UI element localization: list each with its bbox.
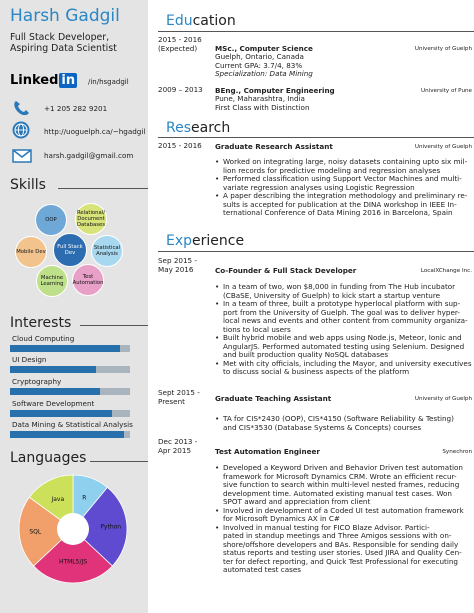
bullet-line: • TA for CIS*2430 (OOP), CIS*4150 (Software Reliability & Testing) [215,415,454,424]
education-org: University of Pune [421,88,472,94]
bullet-line: AngularJS. Performed automated testing using Selenium. Designed [223,341,465,351]
bullet-line: • Built hybrid mobile and web apps using Node.js, Meteor, Ionic and [215,334,472,343]
skills-divider [58,188,148,189]
interest-bar-fill [10,345,120,352]
research-title: Graduate Research Assistant [215,142,333,151]
pie-label: HTML5/JS [58,558,88,566]
skill-circle-full-stack: Full Stack Dev [53,233,87,267]
experience-heading-accent: Exp [166,233,193,249]
skill-circle-databases: Relational/ Document Databases [75,203,107,235]
experience-date [158,257,197,274]
education-heading [166,13,236,29]
skill-circle-test-automation: Test Automation [72,264,104,296]
bullet-line: • In a team of two, won $8,000 in funding from The Hub incubator [215,283,472,292]
experience-date-line: Sept 2015 - [158,388,200,397]
education-details [215,95,310,112]
skills-diagram [12,200,142,304]
interest-label: Data Mining & Statistical Analysis [12,420,133,429]
interest-bar-fill [10,410,112,417]
interest-label: UI Design [12,355,47,364]
education-detail-line: Guelph, Ontario, Canada [215,52,304,61]
email-address[interactable]: harsh.gadgil@gmail.com [44,151,134,160]
experience-heading [166,233,244,249]
job-title [10,32,144,54]
experience-date [158,438,197,455]
education-divider [158,31,474,32]
experience-title: Graduate Teaching Assistant [215,394,332,403]
bullet-line: ter for defect reporting, and Quick Test Professional for executing [223,556,458,566]
research-divider [158,137,474,138]
education-details [215,53,313,79]
bullet-line: local news and events and other content from community organiza- [223,316,468,325]
experience-heading-rest: erience [192,233,245,249]
research-org: University of Guelph [414,144,472,150]
bullet-line: shore/offshore developers and BAs. Responsible for sending daily [223,539,459,549]
experience-date-line: May 2016 [158,264,194,274]
main-content [148,0,474,613]
research-date: 2015 - 2016 [158,141,202,150]
bullet-line: • Worked on integrating large, noisy datasets containing upto six mil- [215,158,467,167]
experience-org: University of Guelph [414,396,472,402]
bullet-line: automated test cases [223,565,302,574]
education-date-line: (Expected) [158,43,198,53]
experience-org: Synechron [442,449,472,455]
interests-divider [80,325,148,326]
bullet-line: sive function to search within multi-level nested frames, reducing [223,480,460,489]
skill-circle-machine-learning: Machine Learning [36,265,68,297]
linkedin-logo-in: in [61,73,76,88]
website-link[interactable]: http://uoguelph.ca/~hgadgil [44,127,146,136]
experience-date [158,389,200,406]
languages-divider [90,461,148,462]
experience-bullets [215,283,472,377]
experience-org: LocalXChange Inc. [420,268,472,274]
interest-bar-fill [10,431,124,438]
interest-bar [10,410,130,417]
bullet-line: • Involved in development of a Coded UI test automation framework [215,507,464,516]
experience-date-line: Dec 2013 - [158,437,198,446]
experience-bullets [215,415,454,432]
pie-center-hole [57,513,89,545]
education-date: 2009 – 2013 [158,85,203,94]
bullet-line: status reports and testing user stories. Used JIRA and Quality Cen- [223,548,462,557]
languages-pie-chart [17,473,129,585]
interest-label: Software Development [12,399,95,408]
pie-label: Python [100,523,122,531]
full-name: Harsh Gadgil [10,6,120,26]
experience-date-line: Sep 2015 - [158,256,198,265]
bullet-line: and built production quality NoSQL databases [223,350,389,359]
bullet-line: • A paper describing the integration methodology and preliminary re- [215,192,467,201]
linkedin-logo-icon [10,73,77,88]
globe-icon [12,121,32,137]
bullet-line: • Involved in manual testing for FICO Blaze Advisor. Partici- [215,524,464,533]
skill-circle-statistics: Statistical Analysis [91,235,123,267]
interest-bar [10,388,130,395]
experience-title: Test Automation Engineer [215,447,320,456]
bullet-line: • Performed classification using Support Vector Machines and multi- [215,175,467,184]
skills-heading: Skills [10,177,46,193]
experience-date-line: Apr 2015 [158,445,192,455]
pie-label: SQL [29,528,42,536]
bullet-line: tions to local users [223,324,291,334]
interests-heading: Interests [10,315,72,331]
interest-label: Cloud Computing [12,334,75,343]
bullet-line: port from the University of Guelph. The goal was to deliver hyper- [223,307,460,317]
skill-circle-mobile-dev: Mobile Dev [15,236,47,268]
linkedin-logo-text: Linked [10,73,59,88]
interest-bar-fill [10,366,96,373]
skill-circle-oop: OOP [35,204,67,236]
interest-bar-fill [10,388,100,395]
pie-label: Java [51,496,65,504]
bullet-line: • Met with city officials, including the Mayor, and university executives [215,360,472,369]
research-heading [166,120,230,136]
bullet-line: pated in standup meetings and Three Amigos sessions with on- [223,531,452,540]
sidebar [0,0,148,613]
experience-bullets [215,464,464,575]
bullet-line: and CIS*3530 (Database Systems & Concepts) courses [223,422,422,432]
bullet-line: SPOT award and appreciation from client [223,497,371,506]
job-title-line-1: Full Stack Developer, [10,32,110,43]
experience-date-line: Present [158,396,185,406]
job-title-line-2: Aspiring Data Scientist [10,43,117,54]
education-detail-line: Pune, Maharashtra, India [215,94,305,103]
bullet-line: framework for Microsoft Dynamics CRM. Wrote an efficient recur- [223,471,457,481]
bullet-line: (CBaSE, University of Guelph) to kick start a startup venture [223,290,441,300]
education-heading-rest: cation [192,13,236,29]
education-org: University of Guelph [414,46,472,52]
bullet-line: sults is accepted for publication at the DINA workshop in IEEE In- [223,199,457,209]
experience-divider [158,251,474,252]
experience-title: Co-Founder & Full Stack Developer [215,266,357,275]
education-specialization: Specialization: Data Mining [215,69,313,78]
research-bullets [215,158,467,218]
languages-heading: Languages [10,450,87,466]
phone-icon [12,100,32,116]
education-detail-line: Current GPA: 3.7/4, 83% [215,60,303,70]
interest-bar [10,345,130,352]
research-heading-rest: earch [191,120,231,136]
bullet-line: • Developed a Keyword Driven and Behavior Driven test automation [215,464,464,473]
bullet-line: variate regression analyses using Logistic Regression [223,182,415,192]
bullet-line: for Microsoft Dynamics AX in C# [223,514,340,523]
education-detail-line: First Class with Distinction [215,102,310,112]
education-date-line: 2015 - 2016 [158,35,202,44]
interest-label: Cryptography [12,377,62,386]
bullet-line: lion records for predictive modeling and regression analyses [223,165,441,175]
interest-bar [10,431,130,438]
education-title: MSc., Computer Science [215,44,313,53]
bullet-line: ternational Conference of Data Mining 2016 in Barcelona, Spain [223,208,453,217]
bullet-line: • In a team of three, built a prototype hyperlocal platform with sup- [215,300,472,309]
linkedin-handle[interactable]: /in/hsgadgil [88,78,129,86]
education-title: BEng., Computer Engineering [215,86,335,95]
education-heading-accent: Edu [166,13,193,29]
email-icon [12,148,32,164]
pie-label: R [82,494,87,502]
bullet-line: to discuss social & business aspects of the platform [223,367,410,376]
education-date [158,36,202,53]
bullet-line: development time. Automated existing manual test cases. Won [223,488,452,498]
interest-bar [10,366,130,373]
research-heading-accent: Res [166,120,192,136]
phone-number[interactable]: +1 205 282 9201 [44,104,108,113]
